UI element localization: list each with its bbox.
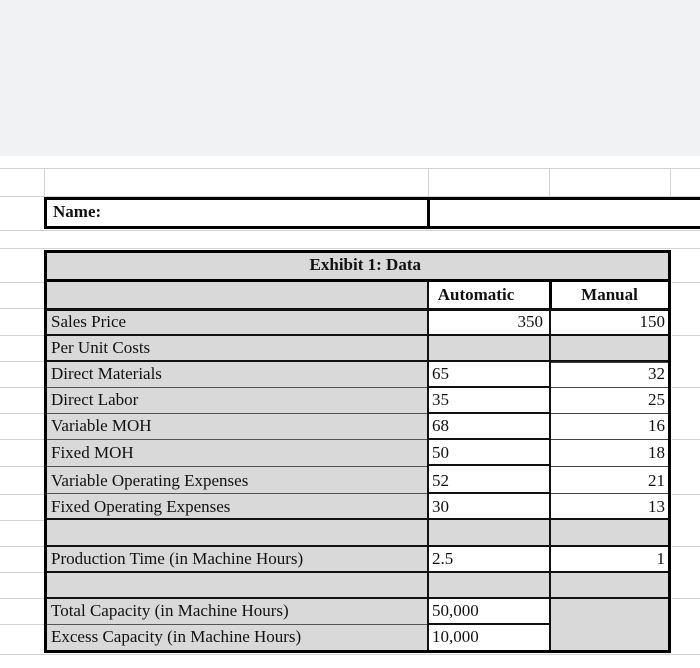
name-field[interactable] xyxy=(44,197,700,229)
row-divider xyxy=(427,438,551,440)
row-divider xyxy=(47,518,668,520)
value-manual-direct-materials: 32 xyxy=(648,364,665,383)
row-divider xyxy=(47,308,668,311)
grid-line xyxy=(672,598,700,599)
row-divider xyxy=(47,624,427,625)
exhibit-title: Exhibit 1: Data xyxy=(309,255,421,274)
grid-line xyxy=(0,413,44,414)
row-divider xyxy=(551,439,668,440)
value-automatic-sales-price: 350 xyxy=(517,312,543,331)
grid-line xyxy=(0,308,44,309)
value-automatic-production-time: 2.5 xyxy=(432,549,454,568)
value-manual-variable-moh: 16 xyxy=(648,416,665,435)
grid-line xyxy=(672,546,700,547)
grid-line xyxy=(0,439,44,440)
value-automatic-total-capacity: 50,000 xyxy=(432,601,479,620)
grid-line xyxy=(44,168,45,198)
row-divider xyxy=(47,439,427,440)
row-label-excess-capacity: Excess Capacity (in Machine Hours) xyxy=(51,627,302,646)
header-divider xyxy=(549,282,552,308)
grid-line xyxy=(670,168,671,198)
column-header-manual: Manual xyxy=(581,285,638,304)
value-manual-sales-price: 150 xyxy=(639,312,665,331)
row-divider xyxy=(47,571,668,573)
grid-line xyxy=(0,335,44,336)
grid-line xyxy=(0,572,44,573)
row-divider xyxy=(47,493,427,494)
value-automatic-excess-capacity: 10,000 xyxy=(432,627,479,646)
row-divider xyxy=(47,545,668,547)
row-label-variable-operating-expenses: Variable Operating Expenses xyxy=(51,471,249,490)
row-divider xyxy=(427,492,551,494)
column-divider xyxy=(427,282,429,650)
grid-line xyxy=(0,520,44,521)
grid-line xyxy=(0,598,44,599)
grid-line xyxy=(0,248,700,249)
row-label-variable-moh: Variable MOH xyxy=(51,416,152,435)
row-divider xyxy=(551,493,668,494)
value-manual-variable-operating-expenses: 21 xyxy=(648,471,665,490)
window-top-area xyxy=(0,0,700,156)
value-automatic-fixed-operating-expenses: 30 xyxy=(432,497,449,516)
grid-line xyxy=(428,168,429,198)
grid-line xyxy=(672,439,700,440)
row-label-sales-price: Sales Price xyxy=(51,312,127,331)
grid-line xyxy=(0,624,44,625)
header-divider xyxy=(44,282,47,308)
name-label: Name: xyxy=(53,202,102,221)
value-manual-direct-labor: 25 xyxy=(648,390,665,409)
grid-line xyxy=(0,230,700,231)
grid-line xyxy=(672,494,700,495)
row-divider xyxy=(551,413,668,414)
header-divider xyxy=(668,282,671,308)
row-label-direct-materials: Direct Materials xyxy=(51,364,162,383)
row-divider xyxy=(551,466,668,467)
grid-line xyxy=(0,654,700,655)
value-automatic-direct-materials: 65 xyxy=(432,364,449,383)
row-divider xyxy=(47,413,427,414)
row-label-total-capacity: Total Capacity (in Machine Hours) xyxy=(51,601,289,620)
value-manual-production-time: 1 xyxy=(656,549,665,568)
row-divider xyxy=(427,623,551,625)
grid-line xyxy=(0,494,44,495)
grid-line xyxy=(0,282,44,283)
name-divider xyxy=(427,197,430,229)
grid-line xyxy=(0,168,700,169)
value-manual-fixed-operating-expenses: 13 xyxy=(648,497,665,516)
row-divider xyxy=(427,464,551,466)
grid-line xyxy=(0,546,44,547)
row-divider xyxy=(551,362,668,363)
row-label-production-time: Production Time (in Machine Hours) xyxy=(51,549,304,568)
row-label-per-unit-costs: Per Unit Costs xyxy=(51,338,151,357)
value-automatic-direct-labor: 35 xyxy=(432,390,449,409)
grid-line xyxy=(0,361,44,362)
row-divider xyxy=(47,597,668,599)
row-divider xyxy=(47,466,427,467)
row-label-fixed-moh: Fixed MOH xyxy=(51,443,134,462)
grid-line xyxy=(549,168,550,198)
row-divider xyxy=(551,387,668,388)
row-divider xyxy=(47,387,427,388)
grid-line xyxy=(0,387,44,388)
row-label-direct-labor: Direct Labor xyxy=(51,390,139,409)
value-automatic-fixed-moh: 50 xyxy=(432,443,449,462)
row-divider xyxy=(427,412,551,414)
grid-line xyxy=(0,466,44,467)
grid-line xyxy=(672,387,700,388)
value-automatic-variable-moh: 68 xyxy=(432,416,449,435)
value-cell-block[interactable] xyxy=(551,362,668,519)
value-automatic-variable-operating-expenses: 52 xyxy=(432,471,449,490)
grid-line xyxy=(672,282,700,283)
row-divider xyxy=(47,334,668,336)
column-header-automatic: Automatic xyxy=(437,285,515,304)
value-manual-fixed-moh: 18 xyxy=(648,443,665,462)
row-divider xyxy=(427,386,551,388)
grid-line xyxy=(672,335,700,336)
row-label-fixed-operating-expenses: Fixed Operating Expenses xyxy=(51,497,231,516)
